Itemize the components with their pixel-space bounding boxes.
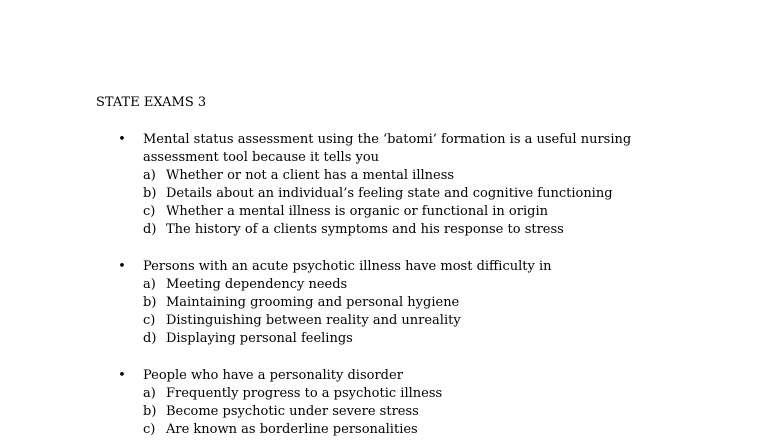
- option-letter: a): [143, 386, 156, 401]
- option-letter: b): [143, 295, 157, 310]
- bullet-icon: •: [118, 259, 126, 274]
- option-d: [143, 221, 613, 239]
- option-text: Whether or not a client has a mental illness: [166, 168, 455, 183]
- option-text: Whether a mental illness is organic or functional in origin: [166, 204, 548, 219]
- question-stem: Persons with an acute psychotic illness have most difficulty in: [143, 259, 552, 274]
- document-title: STATE EXAMS 3: [96, 95, 207, 110]
- question-stem: Mental status assessment using the ‘batomi’ formation is a useful nursing assessment tool because it tells you: [143, 132, 632, 165]
- option-letter: a): [143, 277, 156, 292]
- option-c: [143, 203, 613, 221]
- option-text: Maintaining grooming and personal hygiene: [166, 295, 460, 310]
- option-text: The history of a clients symptoms and his response to stress: [166, 222, 564, 237]
- option-a: [143, 385, 442, 403]
- option-letter: d): [143, 222, 157, 237]
- option-c: [143, 421, 442, 439]
- option-list: [143, 276, 461, 348]
- option-b: [143, 403, 442, 421]
- option-letter: c): [143, 313, 156, 328]
- option-text: Become psychotic under severe stress: [166, 404, 419, 419]
- option-text: Are known as borderline personalities: [166, 422, 418, 437]
- option-letter: c): [143, 422, 156, 437]
- option-text: Distinguishing between reality and unreality: [166, 313, 461, 328]
- bullet-icon: •: [118, 132, 126, 147]
- option-a: [143, 276, 461, 294]
- option-list: [143, 385, 442, 439]
- option-a: [143, 167, 613, 185]
- option-text: Meeting dependency needs: [166, 277, 348, 292]
- bullet-icon: •: [118, 368, 126, 383]
- option-b: [143, 185, 613, 203]
- option-letter: d): [143, 331, 157, 346]
- option-list: [143, 167, 613, 239]
- option-letter: b): [143, 404, 157, 419]
- option-b: [143, 294, 461, 312]
- question-stem: People who have a personality disorder: [143, 368, 403, 383]
- option-c: [143, 312, 461, 330]
- option-d: [143, 330, 461, 348]
- option-text: Frequently progress to a psychotic illness: [166, 386, 443, 401]
- option-text: Details about an individual’s feeling state and cognitive functioning: [166, 186, 613, 201]
- option-letter: a): [143, 168, 156, 183]
- option-letter: b): [143, 186, 157, 201]
- option-text: Displaying personal feelings: [166, 331, 353, 346]
- option-letter: c): [143, 204, 156, 219]
